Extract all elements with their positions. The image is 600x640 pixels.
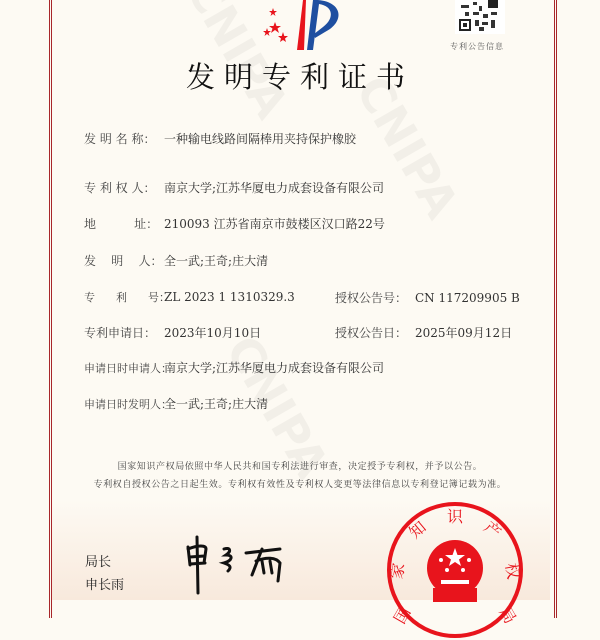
seal-char: 权 <box>501 561 524 581</box>
footer-statement-1: 国家知识产权局依照中华人民共和国专利法进行审查，决定授予专利权，并予以公告。 <box>117 462 483 472</box>
field-value: 南京大学;江苏华厦电力成套设备有限公司 <box>164 361 385 375</box>
field-value: 一种输电线路间隔棒用夹持保护橡胶 <box>164 132 357 146</box>
seal-char: 知 <box>405 517 430 543</box>
field-label: 授权公告号： <box>335 291 408 305</box>
field-value: 全一武;王奇;庄大清 <box>164 397 269 411</box>
footer-statement-2: 专利权自授权公告之日起生效。专利权有效性及专利权人变更等法律信息以专利登记簿记载为准。 <box>93 480 507 490</box>
field-label: 专利申请日： <box>84 326 157 340</box>
seal-char: 识 <box>446 507 464 526</box>
field-label: 专 利 号： <box>84 291 170 304</box>
field-value: CN 117209905 B <box>415 291 520 305</box>
official-seal <box>385 500 525 640</box>
field-label: 申请日时申请人： <box>84 362 172 375</box>
field-value: 210093 江苏省南京市鼓楼区汉口路22号 <box>164 217 385 231</box>
field-applicant-at-filing <box>84 359 384 376</box>
handwritten-signature <box>180 535 315 595</box>
cnipa-logo <box>255 0 355 50</box>
field-patentee <box>84 179 384 196</box>
field-inventor-at-filing <box>84 395 268 412</box>
field-grant-publication-number <box>335 289 520 306</box>
field-inventor <box>84 252 268 269</box>
seal-char: 产 <box>480 517 505 543</box>
field-label: 专 利 权 人： <box>84 181 156 195</box>
seal-char: 国 <box>390 603 415 627</box>
qr-code[interactable] <box>455 0 505 34</box>
field-invention-name <box>84 130 356 147</box>
field-label: 发 明 名 称： <box>84 132 156 146</box>
signatory-name: 申长雨 <box>85 578 125 593</box>
seal-char: 家 <box>386 561 409 581</box>
field-label: 发 明 人： <box>84 254 163 268</box>
field-value: 2025年09月12日 <box>415 326 513 340</box>
field-address <box>84 215 385 232</box>
field-label: 地 址： <box>84 217 159 231</box>
field-label: 授权公告日： <box>335 326 408 340</box>
qr-caption: 专利公告信息 <box>450 42 504 51</box>
field-value: ZL 2023 1 1310329.3 <box>164 290 295 304</box>
seal-char: 局 <box>495 603 520 627</box>
field-value: 南京大学;江苏华厦电力成套设备有限公司 <box>164 181 385 195</box>
field-value: 全一武;王奇;庄大清 <box>164 254 269 268</box>
field-application-date <box>84 324 261 341</box>
field-grant-publication-date <box>335 324 512 341</box>
field-patent-number <box>84 289 295 305</box>
field-value: 2023年10月10日 <box>164 326 262 340</box>
certificate-title: 发明专利证书 <box>185 60 414 94</box>
field-label: 申请日时发明人： <box>84 398 172 411</box>
signatory-title: 局长 <box>85 555 112 570</box>
